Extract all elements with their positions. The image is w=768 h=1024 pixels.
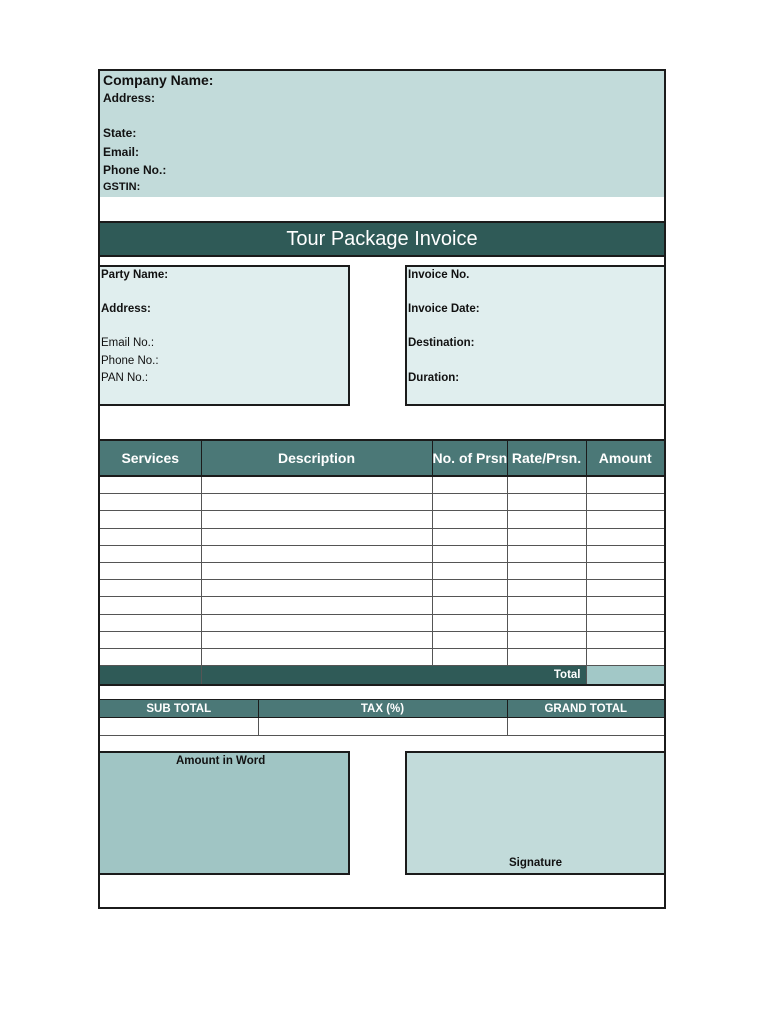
cell-persons[interactable] xyxy=(432,545,507,562)
cell-rate[interactable] xyxy=(507,476,586,494)
cell-services[interactable] xyxy=(100,562,201,579)
company-email-label: Email: xyxy=(103,145,140,159)
cell-description[interactable] xyxy=(201,494,432,511)
column-header-services: Services xyxy=(100,440,201,476)
column-header-persons: No. of Prsn xyxy=(432,440,507,476)
company-state-label: State: xyxy=(103,126,137,140)
cell-description[interactable] xyxy=(201,511,432,528)
cell-amount[interactable] xyxy=(586,494,664,511)
duration-label: Duration: xyxy=(408,372,460,384)
invoice-date-label: Invoice Date: xyxy=(408,303,480,315)
party-name-label: Party Name: xyxy=(101,269,169,281)
table-row xyxy=(100,545,664,562)
total-label: Total xyxy=(201,666,586,686)
cell-services[interactable] xyxy=(100,597,201,614)
cell-amount[interactable] xyxy=(586,648,664,665)
signature-label: Signature xyxy=(509,857,563,869)
table-row xyxy=(100,648,664,665)
cell-services[interactable] xyxy=(100,511,201,528)
cell-amount[interactable] xyxy=(586,528,664,545)
table-row xyxy=(100,476,664,494)
company-gstin-label: GSTIN: xyxy=(103,181,141,193)
cell-persons[interactable] xyxy=(432,494,507,511)
destination-label: Destination: xyxy=(408,337,475,349)
party-address-label: Address: xyxy=(101,303,151,315)
summary-values-row xyxy=(100,718,664,736)
cell-rate[interactable] xyxy=(507,597,586,614)
cell-rate[interactable] xyxy=(507,562,586,579)
summary-header xyxy=(100,700,664,718)
invoice-title: Tour Package Invoice xyxy=(100,221,664,257)
cell-amount[interactable] xyxy=(586,597,664,614)
cell-description[interactable] xyxy=(201,545,432,562)
cell-rate[interactable] xyxy=(507,580,586,597)
amount-in-word-box[interactable] xyxy=(100,751,350,875)
company-name-label: Company Name: xyxy=(103,72,214,88)
items-table-header xyxy=(100,440,664,476)
cell-services[interactable] xyxy=(100,494,201,511)
cell-amount[interactable] xyxy=(586,511,664,528)
cell-description[interactable] xyxy=(201,580,432,597)
amount-in-word-label: Amount in Word xyxy=(176,755,266,767)
cell-amount[interactable] xyxy=(586,614,664,631)
cell-services[interactable] xyxy=(100,476,201,494)
cell-description[interactable] xyxy=(201,631,432,648)
invoice-number-label: Invoice No. xyxy=(408,269,470,281)
table-row xyxy=(100,631,664,648)
table-row xyxy=(100,494,664,511)
cell-persons[interactable] xyxy=(432,614,507,631)
party-email-label: Email No.: xyxy=(101,337,155,349)
cell-amount[interactable] xyxy=(586,631,664,648)
table-row xyxy=(100,597,664,614)
company-address-label: Address: xyxy=(103,91,156,105)
cell-persons[interactable] xyxy=(432,580,507,597)
column-header-description: Description xyxy=(201,440,432,476)
cell-services[interactable] xyxy=(100,545,201,562)
cell-amount[interactable] xyxy=(586,476,664,494)
items-table-body xyxy=(100,476,664,685)
cell-persons[interactable] xyxy=(432,562,507,579)
company-phone-label: Phone No.: xyxy=(103,163,167,177)
cell-persons[interactable] xyxy=(432,631,507,648)
summary-table xyxy=(100,699,664,736)
invoice-details-box xyxy=(405,265,664,406)
cell-services[interactable] xyxy=(100,580,201,597)
party-details-box xyxy=(100,265,350,406)
cell-amount[interactable] xyxy=(586,580,664,597)
cell-persons[interactable] xyxy=(432,511,507,528)
cell-rate[interactable] xyxy=(507,614,586,631)
cell-persons[interactable] xyxy=(432,476,507,494)
grand-total-header: GRAND TOTAL xyxy=(507,700,664,718)
cell-amount[interactable] xyxy=(586,562,664,579)
column-header-amount: Amount xyxy=(586,440,664,476)
cell-rate[interactable] xyxy=(507,511,586,528)
cell-description[interactable] xyxy=(201,597,432,614)
tax-value-cell[interactable] xyxy=(258,718,507,736)
cell-persons[interactable] xyxy=(432,597,507,614)
table-row xyxy=(100,562,664,579)
cell-description[interactable] xyxy=(201,528,432,545)
total-row xyxy=(100,666,664,686)
cell-services[interactable] xyxy=(100,528,201,545)
tax-header: TAX (%) xyxy=(258,700,507,718)
cell-description[interactable] xyxy=(201,562,432,579)
cell-description[interactable] xyxy=(201,476,432,494)
total-value-cell[interactable] xyxy=(586,666,664,686)
table-row xyxy=(100,528,664,545)
cell-rate[interactable] xyxy=(507,528,586,545)
cell-description[interactable] xyxy=(201,614,432,631)
sub-total-header: SUB TOTAL xyxy=(100,700,258,718)
table-row xyxy=(100,511,664,528)
total-row-spacer xyxy=(100,666,201,686)
signature-box[interactable] xyxy=(405,751,664,875)
cell-persons[interactable] xyxy=(432,648,507,665)
company-info-block xyxy=(100,71,664,197)
cell-amount[interactable] xyxy=(586,545,664,562)
cell-services[interactable] xyxy=(100,614,201,631)
cell-services[interactable] xyxy=(100,648,201,665)
cell-persons[interactable] xyxy=(432,528,507,545)
party-pan-label: PAN No.: xyxy=(101,372,149,384)
cell-rate[interactable] xyxy=(507,631,586,648)
cell-rate[interactable] xyxy=(507,494,586,511)
cell-description[interactable] xyxy=(201,648,432,665)
cell-rate[interactable] xyxy=(507,648,586,665)
invoice-sheet xyxy=(98,69,666,909)
column-header-rate: Rate/Prsn. xyxy=(507,440,586,476)
sub-total-value-cell[interactable] xyxy=(100,718,258,736)
table-row xyxy=(100,580,664,597)
cell-rate[interactable] xyxy=(507,545,586,562)
table-row xyxy=(100,614,664,631)
cell-services[interactable] xyxy=(100,631,201,648)
grand-total-value-cell[interactable] xyxy=(507,718,664,736)
party-phone-label: Phone No.: xyxy=(101,355,159,367)
items-table xyxy=(100,439,664,686)
